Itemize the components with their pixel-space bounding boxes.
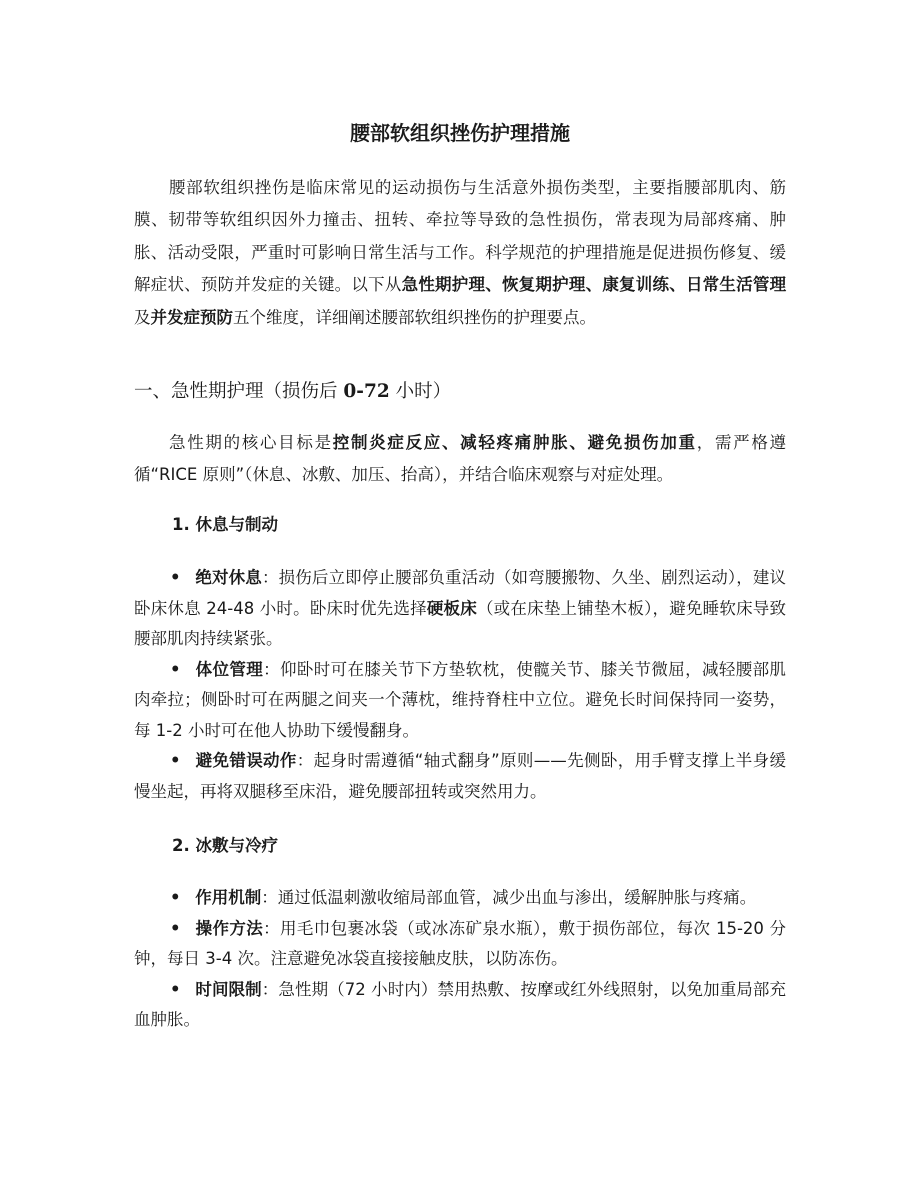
section1-heading-prefix: 一、急性期护理（损伤后 bbox=[134, 381, 344, 402]
document-title: 腰部软组织挫伤护理措施 bbox=[350, 121, 570, 145]
section1-intro-b3: 避免损伤加重 bbox=[587, 433, 697, 452]
intro-sep-3: 、 bbox=[669, 275, 686, 295]
section1-intro-s1: 、 bbox=[441, 433, 461, 452]
item-label: 操作方法 bbox=[195, 918, 264, 938]
item-text: ：用毛巾包裹冰袋（或冰冻矿泉水瓶），敷于损伤部位，每次 15-20 分钟，每日 3-4 次。注意避免冰袋直接接触皮肤，以防冻伤。 bbox=[134, 918, 787, 968]
bullet-icon: • bbox=[170, 918, 181, 938]
intro-bold-complication: 并发症预防 bbox=[150, 307, 233, 327]
intro-paragraph bbox=[134, 172, 786, 334]
item-text: ：损伤后立即停止腰部负重活动（如弯腰搬物、久坐、剧烈运动），建议卧床休息 24-48 小时。卧床时优先选择 bbox=[134, 568, 787, 618]
sub2-list bbox=[134, 883, 787, 1036]
section1-heading bbox=[134, 377, 786, 407]
item-text: ：起身时需遵循“轴式翻身”原则——先侧卧，用手臂支撑上半身缓慢坐起，再将双腿移至床沿，避免腰部扭转或突然用力。 bbox=[134, 751, 786, 801]
item-text: ：通过低温刺激收缩局部血管，减少出血与渗出，缓解肿胀与疼痛。 bbox=[261, 888, 757, 907]
section1-intro bbox=[134, 427, 786, 492]
section1-intro-b2: 减轻疼痛肿胀 bbox=[460, 433, 570, 452]
list-item bbox=[134, 746, 786, 807]
intro-bold-recovery: 恢复期护理 bbox=[501, 275, 586, 295]
list-item bbox=[134, 883, 786, 914]
bullet-icon: • bbox=[170, 888, 181, 907]
item-label: 绝对休息 bbox=[195, 568, 262, 587]
section1-intro-c: ，需严格遵循“RICE 原则”（休息、冰敷、加压、抬高），并结合临床观察与对症处理。 bbox=[134, 433, 787, 485]
item-label: 避免错误动作 bbox=[195, 751, 297, 770]
intro-bold-rehab: 康复训练 bbox=[602, 275, 670, 295]
bullet-icon: • bbox=[170, 751, 181, 770]
intro-sep-1: 、 bbox=[485, 275, 502, 295]
section1-intro-a: 急性期的核心目标是 bbox=[169, 433, 333, 452]
section1-heading-suffix: 小时） bbox=[389, 381, 452, 402]
intro-bold-daily: 日常生活管理 bbox=[685, 275, 787, 295]
sub2-heading: 2. 冰敷与冷疗 bbox=[172, 836, 278, 855]
section1-heading-num: 0-72 bbox=[343, 381, 390, 402]
sub1-heading: 1. 休息与制动 bbox=[172, 515, 278, 534]
item-label: 体位管理 bbox=[195, 659, 264, 679]
bullet-icon: • bbox=[170, 659, 181, 679]
item-bold: 硬板床 bbox=[426, 598, 477, 618]
intro-text-2: 五个维度，详细阐述腰部软组织挫伤的护理要点。 bbox=[233, 307, 596, 327]
sub1-list bbox=[134, 563, 787, 807]
item-text-b: （或在床垫上铺垫木板），避免睡软床导致腰部肌肉持续紧张。 bbox=[134, 598, 787, 648]
intro-bold-acute: 急性期护理 bbox=[401, 275, 486, 295]
section1-intro-s2: 、 bbox=[569, 433, 588, 452]
item-text: ：急性期（72 小时内）禁用热敷、按摩或红外线照射，以免加重局部充血肿胀。 bbox=[134, 979, 787, 1029]
list-item bbox=[134, 975, 786, 1036]
list-item bbox=[134, 563, 786, 655]
bullet-icon: • bbox=[170, 568, 181, 587]
intro-text-1: 腰部软组织挫伤是临床常见的运动损伤与生活意外损伤类型，主要指腰部肌肉、筋膜、韧带等软组织因外力撞击、扭转、牵拉等导致的急性损伤，常表现为局部疼痛、肿胀、活动受限，严重时可影响日常生活与工作。科学规范的护理措施是促进损伤修复、缓解症状、预防并发症的关键。以下从 bbox=[134, 178, 786, 295]
item-label: 时间限制 bbox=[195, 979, 262, 999]
intro-sep-2: 、 bbox=[585, 275, 603, 295]
item-label: 作用机制 bbox=[195, 888, 262, 907]
intro-sep-4: 及 bbox=[134, 307, 151, 327]
section1-intro-b1: 控制炎症反应 bbox=[332, 433, 442, 452]
item-text: ：仰卧时可在膝关节下方垫软枕，使髋关节、膝关节微屈，减轻腰部肌肉牵拉；侧卧时可在两腿之间夹一个薄枕，维持脊柱中立位。避免长时间保持同一姿势，每 1-2 小时可在他人协助下缓慢翻身。 bbox=[134, 659, 786, 740]
bullet-icon: • bbox=[170, 979, 181, 999]
list-item bbox=[134, 655, 786, 747]
list-item bbox=[134, 914, 786, 975]
